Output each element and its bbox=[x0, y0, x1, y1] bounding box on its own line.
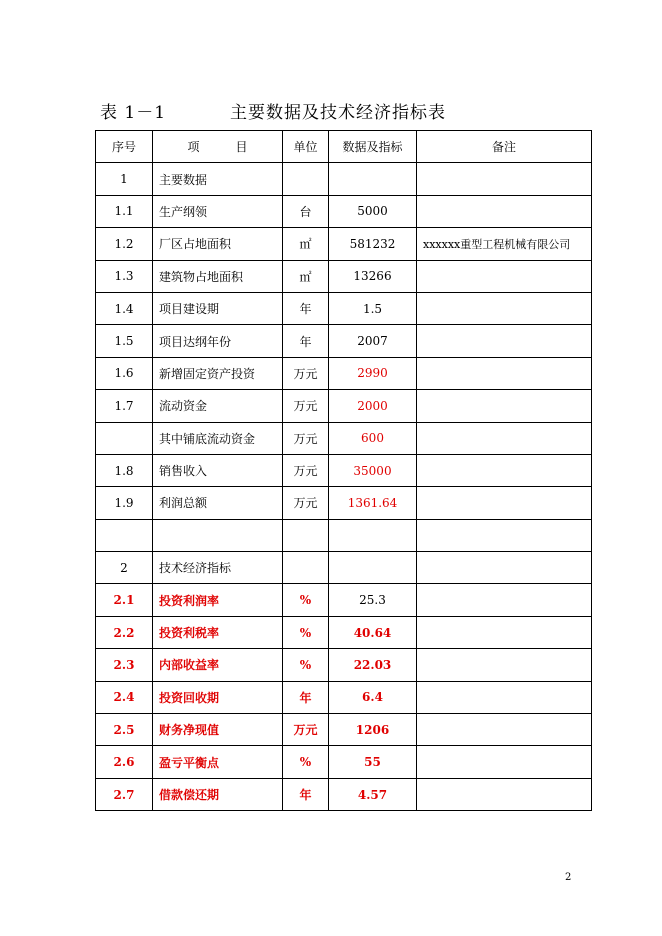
row-note bbox=[417, 584, 592, 616]
row-no: 1.2 bbox=[96, 228, 153, 260]
row-no: 2.7 bbox=[96, 778, 153, 810]
row-no: 1.8 bbox=[96, 454, 153, 486]
table-row bbox=[96, 228, 592, 260]
row-unit bbox=[283, 552, 329, 584]
row-note bbox=[417, 616, 592, 648]
row-item: 厂区占地面积 bbox=[153, 228, 283, 260]
row-no bbox=[96, 422, 153, 454]
row-unit: 台 bbox=[283, 195, 329, 227]
row-unit: 年 bbox=[283, 325, 329, 357]
table-row bbox=[96, 487, 592, 519]
row-unit: 万元 bbox=[283, 454, 329, 486]
row-no: 1.9 bbox=[96, 487, 153, 519]
row-unit: 年 bbox=[283, 778, 329, 810]
table-row bbox=[96, 714, 592, 746]
row-note bbox=[417, 422, 592, 454]
row-no: 1.3 bbox=[96, 260, 153, 292]
row-note bbox=[417, 519, 592, 551]
table-row bbox=[96, 325, 592, 357]
table-header-row bbox=[96, 131, 592, 163]
row-unit: 万元 bbox=[283, 487, 329, 519]
row-note bbox=[417, 390, 592, 422]
row-item: 内部收益率 bbox=[153, 649, 283, 681]
row-unit: 万元 bbox=[283, 390, 329, 422]
page-number: 2 bbox=[565, 872, 572, 883]
row-no: 2.5 bbox=[96, 714, 153, 746]
table-row bbox=[96, 649, 592, 681]
header-value: 数据及指标 bbox=[329, 131, 417, 163]
row-unit: ㎡ bbox=[283, 260, 329, 292]
table-row bbox=[96, 552, 592, 584]
row-unit: 年 bbox=[283, 681, 329, 713]
row-note bbox=[417, 746, 592, 778]
row-item: 投资利税率 bbox=[153, 616, 283, 648]
row-value: 5000 bbox=[329, 195, 417, 227]
row-unit: % bbox=[283, 746, 329, 778]
row-note bbox=[417, 649, 592, 681]
table-row bbox=[96, 454, 592, 486]
table-row bbox=[96, 778, 592, 810]
row-no: 2 bbox=[96, 552, 153, 584]
row-no: 2.2 bbox=[96, 616, 153, 648]
row-item: 投资利润率 bbox=[153, 584, 283, 616]
row-item: 建筑物占地面积 bbox=[153, 260, 283, 292]
row-value: 1.5 bbox=[329, 292, 417, 324]
row-note bbox=[417, 552, 592, 584]
table-title: 主要数据及技术经济指标表 bbox=[230, 103, 446, 123]
table-row bbox=[96, 422, 592, 454]
row-note bbox=[417, 357, 592, 389]
row-no: 2.1 bbox=[96, 584, 153, 616]
row-note bbox=[417, 325, 592, 357]
header-note: 备注 bbox=[417, 131, 592, 163]
table-row bbox=[96, 163, 592, 195]
row-value: 4.57 bbox=[329, 778, 417, 810]
row-note bbox=[417, 778, 592, 810]
row-no: 2.4 bbox=[96, 681, 153, 713]
row-no: 2.3 bbox=[96, 649, 153, 681]
row-unit: 万元 bbox=[283, 422, 329, 454]
table-row bbox=[96, 292, 592, 324]
row-item: 技术经济指标 bbox=[153, 552, 283, 584]
row-unit bbox=[283, 163, 329, 195]
row-unit: 年 bbox=[283, 292, 329, 324]
table-row bbox=[96, 584, 592, 616]
row-unit: 万元 bbox=[283, 357, 329, 389]
row-value: 2007 bbox=[329, 325, 417, 357]
row-unit: % bbox=[283, 584, 329, 616]
row-unit: % bbox=[283, 616, 329, 648]
table-row bbox=[96, 260, 592, 292]
row-item: 新增固定资产投资 bbox=[153, 357, 283, 389]
row-note: xxxxxx重型工程机械有限公司 bbox=[417, 228, 592, 260]
row-unit: 万元 bbox=[283, 714, 329, 746]
row-value: 6.4 bbox=[329, 681, 417, 713]
row-note bbox=[417, 292, 592, 324]
row-item: 财务净现值 bbox=[153, 714, 283, 746]
row-value: 2990 bbox=[329, 357, 417, 389]
row-no: 1.4 bbox=[96, 292, 153, 324]
row-value bbox=[329, 552, 417, 584]
row-note bbox=[417, 681, 592, 713]
table-row bbox=[96, 519, 592, 551]
row-value: 2000 bbox=[329, 390, 417, 422]
row-item: 盈亏平衡点 bbox=[153, 746, 283, 778]
row-item: 生产纲领 bbox=[153, 195, 283, 227]
row-item: 主要数据 bbox=[153, 163, 283, 195]
indicator-table bbox=[95, 130, 592, 811]
header-unit: 单位 bbox=[283, 131, 329, 163]
row-value: 1206 bbox=[329, 714, 417, 746]
table-row bbox=[96, 616, 592, 648]
row-no: 2.6 bbox=[96, 746, 153, 778]
row-no: 1.1 bbox=[96, 195, 153, 227]
row-no: 1.7 bbox=[96, 390, 153, 422]
row-note bbox=[417, 260, 592, 292]
row-item: 投资回收期 bbox=[153, 681, 283, 713]
table-row bbox=[96, 681, 592, 713]
header-no: 序号 bbox=[96, 131, 153, 163]
row-note bbox=[417, 163, 592, 195]
table-row bbox=[96, 746, 592, 778]
row-item: 利润总额 bbox=[153, 487, 283, 519]
header-item: 项 目 bbox=[153, 131, 283, 163]
row-item: 其中铺底流动资金 bbox=[153, 422, 283, 454]
row-item bbox=[153, 519, 283, 551]
row-note bbox=[417, 195, 592, 227]
table-number: 表 1－1 bbox=[100, 103, 167, 123]
row-item: 项目达纲年份 bbox=[153, 325, 283, 357]
table-row bbox=[96, 390, 592, 422]
row-unit bbox=[283, 519, 329, 551]
row-value bbox=[329, 519, 417, 551]
row-item: 流动资金 bbox=[153, 390, 283, 422]
row-item: 销售收入 bbox=[153, 454, 283, 486]
row-item: 项目建设期 bbox=[153, 292, 283, 324]
row-item: 借款偿还期 bbox=[153, 778, 283, 810]
row-no bbox=[96, 519, 153, 551]
row-value: 1361.64 bbox=[329, 487, 417, 519]
table-row bbox=[96, 357, 592, 389]
row-unit: % bbox=[283, 649, 329, 681]
row-note bbox=[417, 487, 592, 519]
row-value: 35000 bbox=[329, 454, 417, 486]
row-no: 1 bbox=[96, 163, 153, 195]
row-no: 1.5 bbox=[96, 325, 153, 357]
row-value: 600 bbox=[329, 422, 417, 454]
row-value: 25.3 bbox=[329, 584, 417, 616]
row-value: 13266 bbox=[329, 260, 417, 292]
row-no: 1.6 bbox=[96, 357, 153, 389]
row-note bbox=[417, 454, 592, 486]
table-row bbox=[96, 195, 592, 227]
row-value: 40.64 bbox=[329, 616, 417, 648]
row-value: 581232 bbox=[329, 228, 417, 260]
row-note bbox=[417, 714, 592, 746]
row-value: 55 bbox=[329, 746, 417, 778]
table-caption bbox=[100, 98, 620, 126]
row-value: 22.03 bbox=[329, 649, 417, 681]
row-unit: ㎡ bbox=[283, 228, 329, 260]
row-value bbox=[329, 163, 417, 195]
